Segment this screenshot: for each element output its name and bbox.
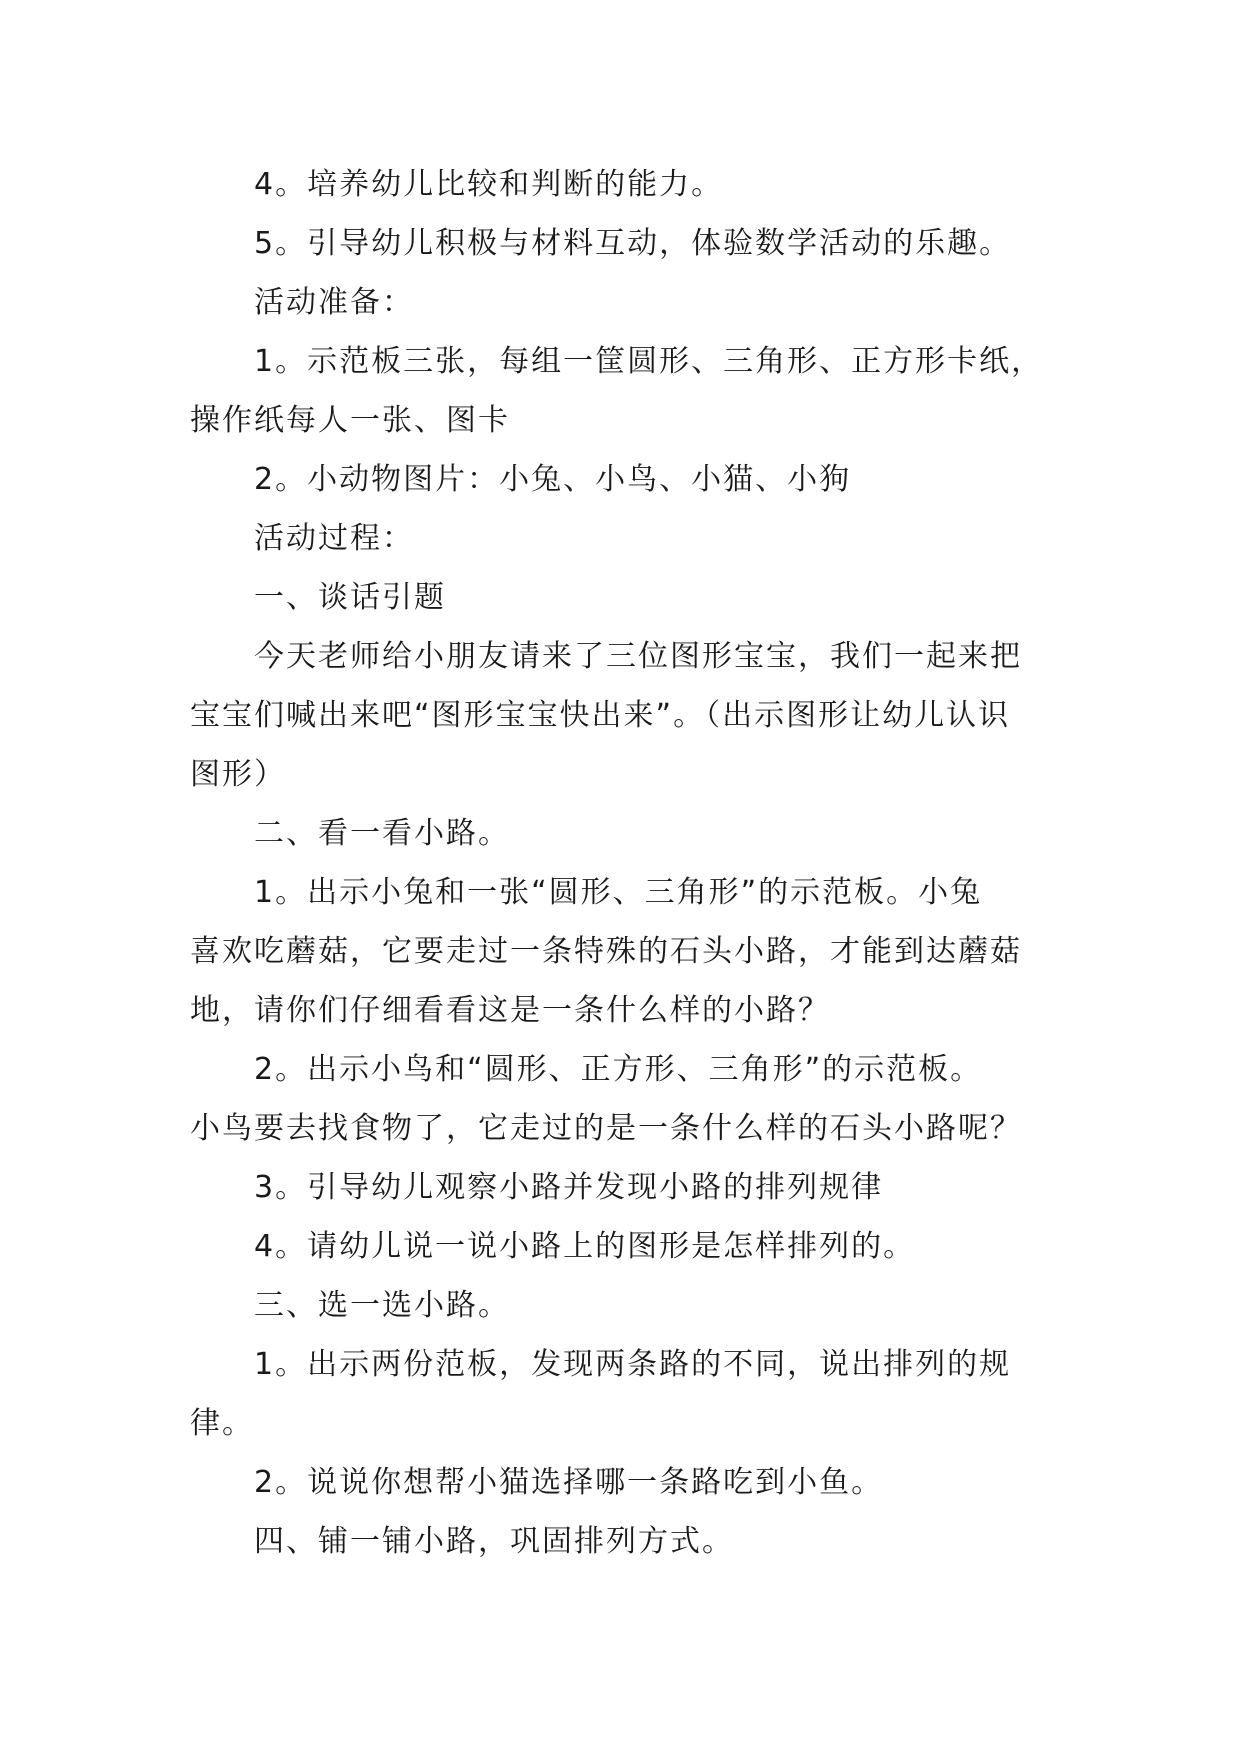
paragraph (190, 155, 1070, 214)
paragraph (190, 509, 1070, 568)
text-line: 宝宝们喊出来吧“图形宝宝快出来”。（出示图形让幼儿认识 (190, 698, 1011, 733)
text-line: 1。示范板三张，每组一筐圆形、三角形、正方形卡纸， (254, 344, 1044, 379)
paragraph (190, 1158, 1070, 1217)
text-line: 4。培养幼儿比较和判断的能力。 (254, 167, 724, 202)
paragraph (190, 804, 1070, 863)
text-line: 二、看一看小路。 (254, 816, 510, 851)
paragraph (190, 450, 1070, 509)
paragraph (190, 1335, 1070, 1453)
text-line: 小鸟要去找食物了，它走过的是一条什么样的石头小路呢？ (190, 1111, 1022, 1146)
text-line: 一、谈话引题 (254, 580, 446, 615)
text-line: 四、铺一铺小路，巩固排列方式。 (254, 1524, 734, 1559)
document-body (190, 155, 1070, 1571)
paragraph (190, 1217, 1070, 1276)
paragraph (190, 627, 1070, 804)
text-line: 律。 (190, 1406, 254, 1441)
paragraph (190, 568, 1070, 627)
text-line: 地，请你们仔细看看这是一条什么样的小路？ (190, 993, 830, 1028)
text-line: 4。请幼儿说一说小路上的图形是怎样排列的。 (254, 1229, 916, 1264)
text-line: 图形） (190, 757, 286, 792)
paragraph (190, 1512, 1070, 1571)
paragraph (190, 1453, 1070, 1512)
text-line: 3。引导幼儿观察小路并发现小路的排列规律 (254, 1170, 884, 1205)
text-line: 操作纸每人一张、图卡 (190, 403, 510, 438)
text-line: 活动准备： (254, 285, 414, 320)
paragraph (190, 273, 1070, 332)
text-line: 1。出示两份范板，发现两条路的不同，说出排列的规 (254, 1347, 1012, 1382)
text-line: 5。引导幼儿积极与材料互动，体验数学活动的乐趣。 (254, 226, 1012, 261)
text-line: 今天老师给小朋友请来了三位图形宝宝，我们一起来把 (254, 639, 1022, 674)
text-line: 三、选一选小路。 (254, 1288, 510, 1323)
paragraph (190, 863, 1070, 1040)
text-line: 喜欢吃蘑菇，它要走过一条特殊的石头小路，才能到达蘑菇 (190, 934, 1022, 969)
text-line: 2。小动物图片：小兔、小鸟、小猫、小狗 (254, 462, 852, 497)
paragraph (190, 332, 1070, 450)
text-line: 活动过程： (254, 521, 414, 556)
paragraph (190, 1276, 1070, 1335)
paragraph (190, 214, 1070, 273)
paragraph (190, 1040, 1070, 1158)
text-line: 2。说说你想帮小猫选择哪一条路吃到小鱼。 (254, 1465, 884, 1500)
text-line: 2。出示小鸟和“圆形、正方形、三角形”的示范板。 (254, 1052, 983, 1087)
text-line: 1。出示小兔和一张“圆形、三角形”的示范板。小兔 (254, 875, 983, 910)
